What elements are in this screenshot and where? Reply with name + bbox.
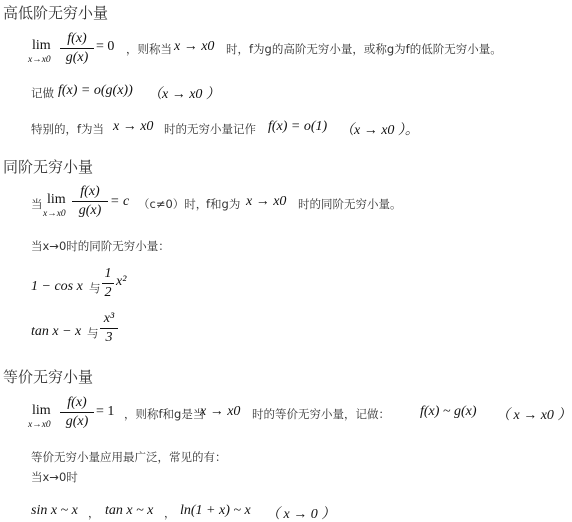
sine-equivalence: sin x ~ x — [31, 503, 78, 518]
fraction-bar — [100, 328, 118, 329]
little-o-notation: f(x) = o(g(x)) — [58, 83, 133, 98]
when-prefix: 当 — [31, 197, 43, 211]
section-heading-same-order: 同阶无穷小量 — [3, 158, 94, 176]
fraction-bar — [72, 201, 108, 202]
section-heading-equivalent: 等价无穷小量 — [3, 368, 94, 386]
notation-label: 记做 — [31, 86, 54, 100]
example-intro: 当x→0时的同阶无穷小量： — [31, 239, 170, 253]
fraction-bar — [60, 412, 94, 413]
example-1-with: 与 — [89, 281, 101, 295]
fraction-numerator: 1 — [104, 266, 112, 281]
equivalence-condition: （ x → x0 ） — [496, 408, 572, 423]
when-x-to-zero: 当x→0时 — [31, 470, 78, 484]
definition-text-b: 时，f为g的高阶无穷小量，或称g为f的低阶无穷小量。 — [226, 42, 502, 56]
equivalent-text-b: 时的等价无穷小量，记做： — [252, 407, 390, 421]
lim-word: lim — [47, 192, 66, 207]
fraction-denominator: g(x) — [78, 203, 102, 218]
limit-fraction — [60, 395, 94, 430]
definition-text-a: ，则称当 — [126, 42, 172, 56]
example-2-lhs: tan x − x — [31, 324, 82, 339]
tangent-equivalence: tan x ~ x — [105, 503, 154, 518]
example-1-fraction — [102, 266, 114, 301]
common-equivalents-intro: 等价无穷小量应用最广泛，常见的有： — [31, 450, 227, 464]
log-equivalence: ln(1 + x) ~ x — [180, 503, 251, 518]
fraction-denominator: 2 — [104, 285, 112, 300]
fraction-denominator: g(x) — [65, 50, 89, 65]
fraction-numerator: f(x) — [67, 31, 87, 46]
limit-fraction — [72, 184, 108, 219]
fraction-bar — [60, 48, 94, 49]
lim-subscript: x→x0 — [43, 209, 66, 219]
separator-comma: ， — [164, 506, 176, 520]
limit-equals: = 1 — [96, 404, 115, 419]
lim-word: lim — [32, 38, 51, 53]
limit-equals: = 0 — [96, 39, 115, 54]
example-2-with: 与 — [87, 326, 99, 340]
special-case-text-b: 时的无穷小量记作 — [164, 122, 256, 136]
same-order-text-b: 时的同阶无穷小量。 — [298, 197, 402, 211]
separator-comma: ， — [88, 506, 100, 520]
notation-condition: （x → x0 ） — [148, 87, 220, 102]
fraction-numerator: f(x) — [80, 184, 100, 199]
little-o-one-notation: f(x) = o(1) — [268, 119, 328, 134]
limit-fraction — [60, 31, 94, 66]
example-2-fraction — [100, 311, 118, 346]
fraction-denominator: 3 — [105, 330, 113, 345]
special-case-text-a: 特别的，f为当 — [31, 122, 105, 136]
fraction-bar — [102, 283, 114, 284]
condition-math: x → x0 — [200, 404, 241, 419]
fraction-numerator: x³ — [103, 311, 115, 326]
limit-equals: = c — [110, 194, 130, 209]
section-heading-higher-lower-order: 高低阶无穷小量 — [3, 4, 109, 22]
fraction-numerator: f(x) — [67, 395, 87, 410]
example-1-lhs: 1 − cos x — [31, 279, 83, 294]
equivalence-notation: f(x) ~ g(x) — [420, 404, 477, 419]
example-1-tail: x² — [116, 274, 127, 289]
same-order-text-a: f和g为 — [206, 197, 241, 211]
lim-word: lim — [32, 403, 51, 418]
lim-subscript: x→x0 — [28, 420, 51, 430]
lim-subscript: x→x0 — [28, 55, 51, 65]
condition-math: x → x0 — [246, 194, 287, 209]
nonzero-condition: （c≠0）时， — [138, 197, 208, 211]
fraction-denominator: g(x) — [65, 414, 89, 429]
condition-math: x → x0 — [174, 39, 215, 54]
special-case-condition: x → x0 — [113, 119, 154, 134]
equivalent-text-a: ，则称f和g是当 — [124, 407, 205, 421]
special-case-end: （x → x0 ）。 — [340, 123, 419, 138]
equivalence-limit-condition: （ x → 0 ） — [266, 507, 336, 522]
